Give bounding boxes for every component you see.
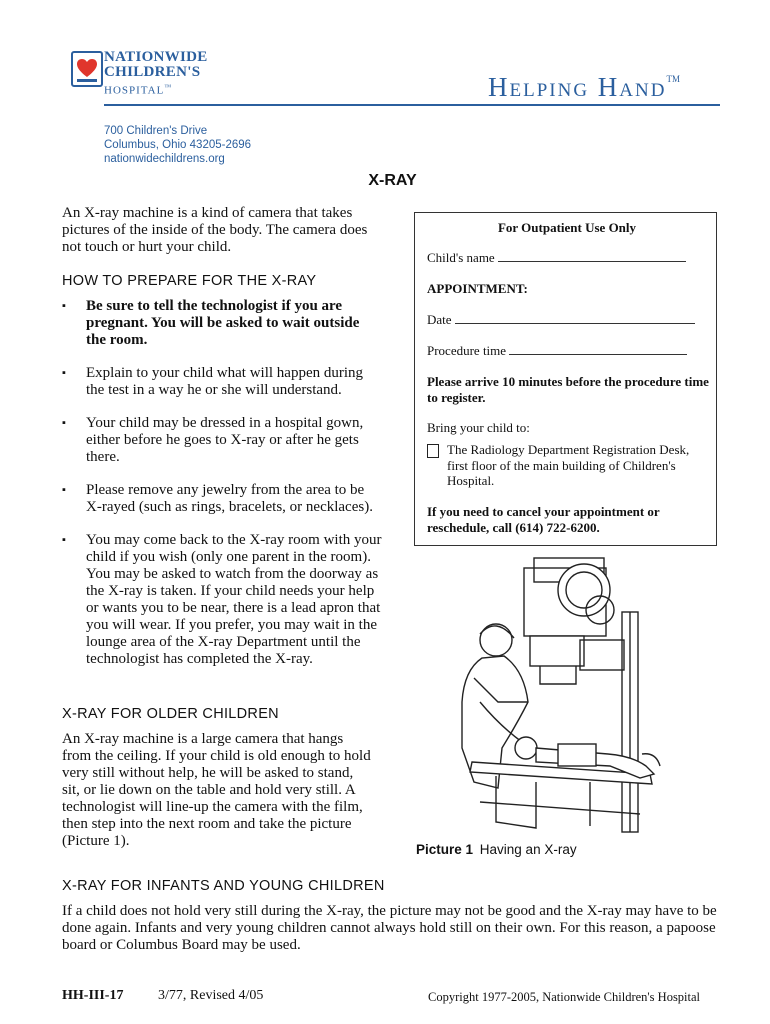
location-option [427,442,697,489]
outpatient-heading: For Outpatient Use Only [497,220,637,235]
appointment-label: APPOINTMENT: [427,281,528,296]
list-item: ▪ Be sure to tell the technologist if you are pregnant. You will be asked to wait outside the room. [62,298,382,349]
hospital-logo-text [104,50,208,99]
list-item: ▪ Please remove any jewelry from the area to be X-rayed (such as rings, bracelets, or necklaces). [62,482,382,516]
address-street: 700 Children's Drive [104,125,208,137]
older-paragraph: An X-ray machine is a large camera that hangs from the ceiling. If your child is old enough to hold very still without help, he will be asked to stand, sit, or lie down on the table and hold very still. A technologist will line-up the camera with the film, then step into the next room and take the picture (Picture 1). [62,731,371,849]
picture-caption-text: Having an X-ray [479,842,577,857]
childs-name-field[interactable]: Child's name [427,250,712,266]
revision-date: 3/77, Revised 4/05 [158,988,264,1003]
arrive-note: Please arrive 10 minutes before the procedure time to register. [427,374,709,405]
copyright: Copyright 1977-2005, Nationwide Children's Hospital [428,990,701,1004]
cancel-note: If you need to cancel your appointment or reschedule, call (614) 722-6200. [427,504,660,535]
infants-paragraph: If a child does not hold very still during the X-ray, the picture may not be good and the X-ray may have to be done again. Infants and very young children cannot always hold still on their own. For this reason, a papoose board or Columbus Board may be used. [62,903,717,953]
date-field[interactable]: Date [427,312,712,328]
logo-line-1: NATIONWIDE [104,49,208,65]
logo-line-3: HOSPITAL™ [104,83,173,97]
logo-mark [71,51,103,87]
xray-illustration [440,552,670,837]
heart-icon [73,53,101,85]
brand-title: Helping Hand™ [488,72,680,102]
intro-paragraph: An X-ray machine is a kind of camera that takes pictures of the inside of the body. The camera does not touch or hurt your child. [62,205,368,255]
header-rule [104,104,720,106]
address [104,124,251,166]
logo-line-2: CHILDREN'S [104,64,201,80]
older-heading: X-RAY FOR OLDER CHILDREN [62,706,279,722]
address-website: nationwidechildrens.org [104,153,225,165]
page-title: X-RAY [368,172,417,189]
picture-caption [416,842,577,858]
procedure-time-field[interactable]: Procedure time [427,343,712,359]
outpatient-box [414,212,717,546]
prepare-list [62,298,382,684]
list-item: ▪ Explain to your child what will happen during the test in a way he or she will understand. [62,365,382,399]
list-item: ▪ You may come back to the X-ray room with your child if you wish (only one parent in the room). You may be asked to watch from the doorway as the X-ray is taken. If your child needs your help or wants you to be near, there is a lead apron that you will wear. If you prefer, you may wait in the lounge area of the X-ray Department until the technologist has completed the X-ray. [62,532,382,668]
checkbox[interactable] [427,444,439,458]
location-text: The Radiology Department Registration Desk, first floor of the main building of Children's Hospital. [447,442,690,488]
address-city: Columbus, Ohio 43205-2696 [104,139,252,151]
list-item: ▪ Your child may be dressed in a hospital gown, either before he goes to X-ray or after he gets there. [62,415,382,466]
picture-label: Picture 1 [416,842,474,857]
bring-label: Bring your child to: [427,420,530,435]
prepare-heading: HOW TO PREPARE FOR THE X-RAY [62,273,317,289]
infants-heading: X-RAY FOR INFANTS AND YOUNG CHILDREN [62,878,385,894]
document-code: HH-III-17 [62,988,124,1003]
